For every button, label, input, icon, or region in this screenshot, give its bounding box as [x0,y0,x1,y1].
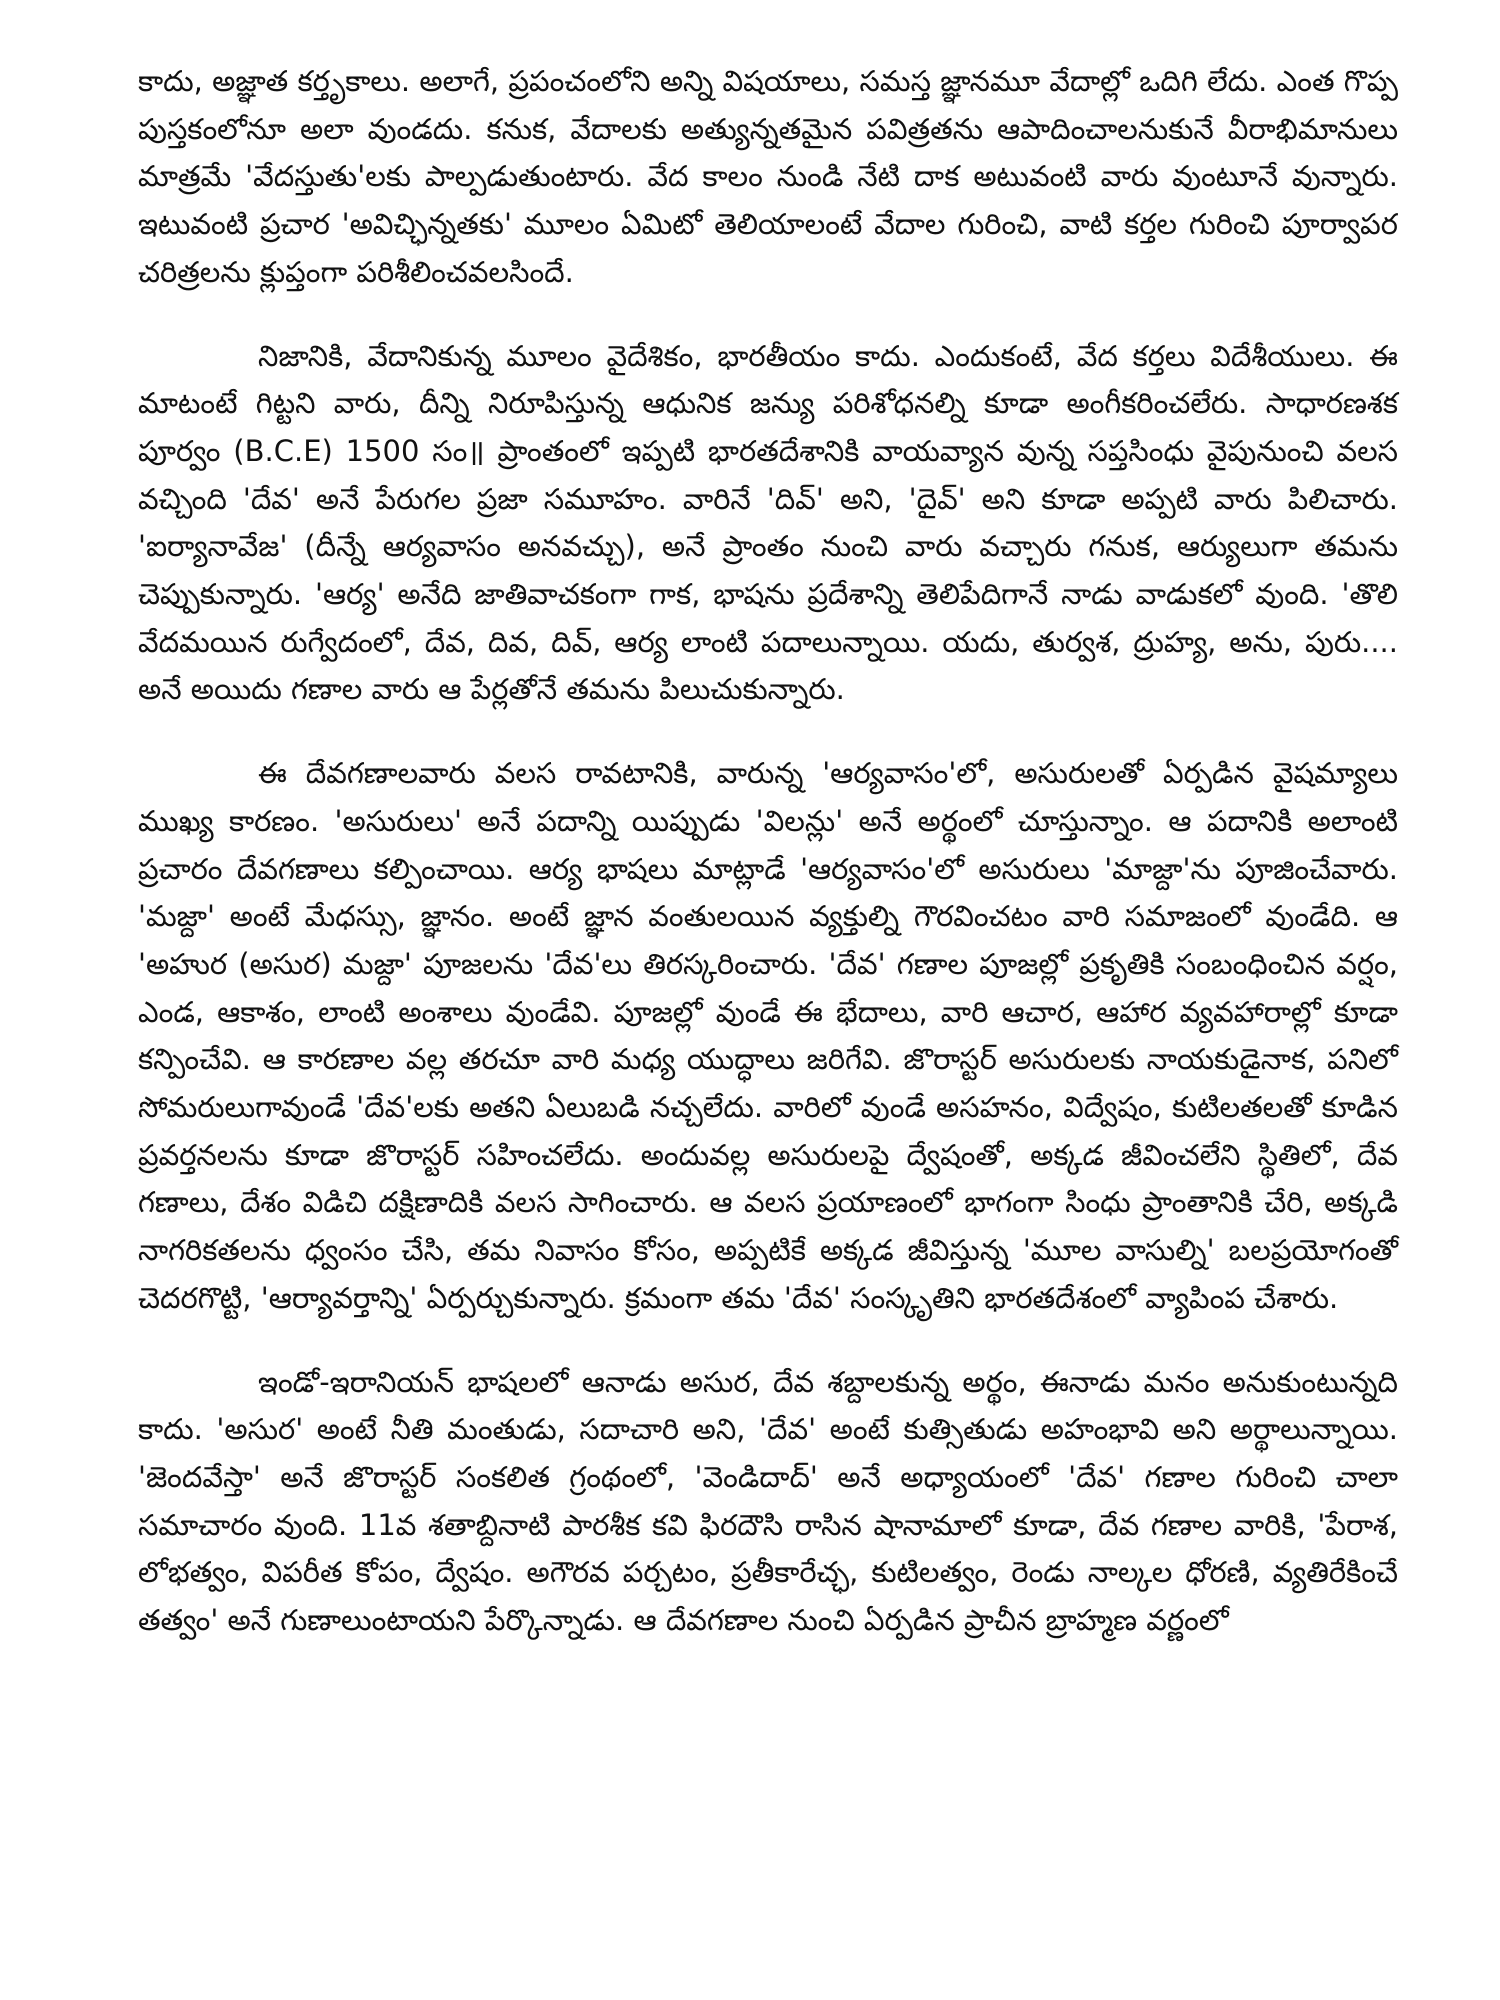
paragraph-1: కాదు, అజ్ఞాత కర్తృకాలు. అలాగే, ప్రపంచంలోని అన్ని విషయాలు, సమస్త జ్ఞానమూ వేదాల్లో ఒదిగి లేదు. ఎంత గొప్ప పుస్తకంలోనూ అలా వుండదు. కనుక, వేదాలకు అత్యున్నతమైన పవిత్రతను ఆపాదించాలనుకునే వీరాభిమానులు మాత్రమే 'వేదస్తుతు'లకు పాల్పడుతుంటారు. వేద కాలం నుండి నేటి దాక అటువంటి వారు వుంటూనే వున్నారు. ఇటువంటి ప్రచార 'అవిచ్ఛిన్నతకు' మూలం ఏమిటో తెలియాలంటే వేదాల గురించి, వాటి కర్తల గురించి పూర్వాపర చరిత్రలను క్లుప్తంగా పరిశీలించవలసిందే. [138,64,1398,289]
paragraph-4: ఇండో-ఇరానియన్ భాషలలో ఆనాడు అసుర, దేవ శబ్దాలకున్న అర్థం, ఈనాడు మనం అనుకుంటున్నది కాదు. 'అసుర' అంటే నీతి మంతుడు, సదాచారి అని, 'దేవ' అంటే కుత్సితుడు అహంభావి అని అర్థాలున్నాయి. 'జెందవేస్తా' అనే జొరాస్టర్ సంకలిత గ్రంథంలో, 'వెండిదాద్' అనే అధ్యాయంలో 'దేవ' గణాల గురించి చాలా సమాచారం వుంది. 11వ శతాబ్దినాటి పారశీక కవి ఫిరదౌసి రాసిన షానామాలో కూడా, దేవ గణాల వారికి, 'పేరాశ, లోభత్వం, విపరీత కోపం, ద్వేషం. అగౌరవ పర్చటం, ప్రతీకారేచ్ఛ, కుటిలత్వం, రెండు నాల్కల ధోరణి, వ్యతిరేకించే తత్వం' అనే గుణాలుంటాయని పేర్కొన్నాడు. ఆ దేవగణాల నుంచి ఏర్పడిన ప్రాచీన బ్రాహ్మణ వర్ణంలో [138,1364,1398,1638]
paragraph-3: ఈ దేవగణాలవారు వలస రావటానికి, వారున్న 'ఆర్యవాసం'లో, అసురులతో ఏర్పడిన వైషమ్యాలు ముఖ్య కారణం. 'అసురులు' అనే పదాన్ని యిప్పుడు 'విలన్లు' అనే అర్థంలో చూస్తున్నాం. ఆ పదానికి అలాంటి ప్రచారం దేవగణాలు కల్పించాయి. ఆర్య భాషలు మాట్లాడే 'ఆర్యవాసం'లో అసురులు 'మాజ్దా'ను పూజించేవారు. 'మజ్దా' అంటే మేధస్సు, జ్ఞానం. అంటే జ్ఞాన వంతులయిన వ్యక్తుల్ని గౌరవించటం వారి సమాజంలో వుండేది. ఆ 'అహుర (అసుర) మజ్దా' పూజలను 'దేవ'లు తిరస్కరించారు. 'దేవ' గణాల పూజల్లో ప్రకృతికి సంబంధించిన వర్షం, ఎండ, ఆకాశం, లాంటి అంశాలు వుండేవి. పూజల్లో వుండే ఈ భేదాలు, వారి ఆచార, ఆహార వ్యవహారాల్లో కూడా కన్పించేవి. ఆ కారణాల వల్ల తరచూ వారి మధ్య యుద్ధాలు జరిగేవి. జొరాస్టర్ అసురులకు నాయకుడైనాక, పనిలో సోమరులుగావుండే 'దేవ'లకు అతని ఏలుబడి నచ్చలేదు. వారిలో వుండే అసహనం, విద్వేషం, కుటిలతలతో కూడిన ప్రవర్తనలను కూడా జొరాస్టర్ సహించలేదు. అందువల్ల అసురులపై ద్వేషంతో, అక్కడ జీవించలేని స్థితిలో, దేవ గణాలు, దేశం విడిచి దక్షిణాదికి వలస సాగించారు. ఆ వలస ప్రయాణంలో భాగంగా సింధు ప్రాంతానికి చేరి, అక్కడి నాగరికతలను ధ్వంసం చేసి, తమ నివాసం కోసం, అప్పటికే అక్కడ జీవిస్తున్న 'మూల వాసుల్ని' బలప్రయోగంతో చెదరగొట్టి, 'ఆర్యావర్తాన్ని' ఏర్పర్చుకున్నారు. క్రమంగా తమ 'దేవ' సంస్కృతిని భారతదేశంలో వ్యాపింప చేశారు. [138,756,1398,1315]
paragraph-2: నిజానికి, వేదానికున్న మూలం వైదేశికం, భారతీయం కాదు. ఎందుకంటే, వేద కర్తలు విదేశీయులు. ఈ మాటంటే గిట్టని వారు, దీన్ని నిరూపిస్తున్న ఆధునిక జన్యు పరిశోధనల్ని కూడా అంగీకరించలేరు. సాధారణశక పూర్వం (B.C.E) 1500 సం॥ ప్రాంతంలో ఇప్పటి భారతదేశానికి వాయవ్యాన వున్న సప్తసింధు వైపునుంచి వలస వచ్చింది 'దేవ' అనే పేరుగల ప్రజా సమూహం. వారినే 'దివ్' అని, 'దైవ్' అని కూడా అప్పటి వారు పిలిచారు. 'ఐర్యానావేజ' (దీన్నే ఆర్యవాసం అనవచ్చు), అనే ప్రాంతం నుంచి వారు వచ్చారు గనుక, ఆర్యులుగా తమను చెప్పుకున్నారు. 'ఆర్య' అనేది జాతివాచకంగా గాక, భాషను ప్రదేశాన్ని తెలిపేదిగానే నాడు వాడుకలో వుంది. 'తొలి వేదమయిన రుగ్వేదంలో, దేవ, దివ, దివ్, ఆర్య లాంటి పదాలున్నాయి. యదు, తుర్వశ, ద్రుహ్య, అను, పురు.... అనే అయిదు గణాల వారు ఆ పేర్లతోనే తమను పిలుచుకున్నారు. [138,338,1398,707]
